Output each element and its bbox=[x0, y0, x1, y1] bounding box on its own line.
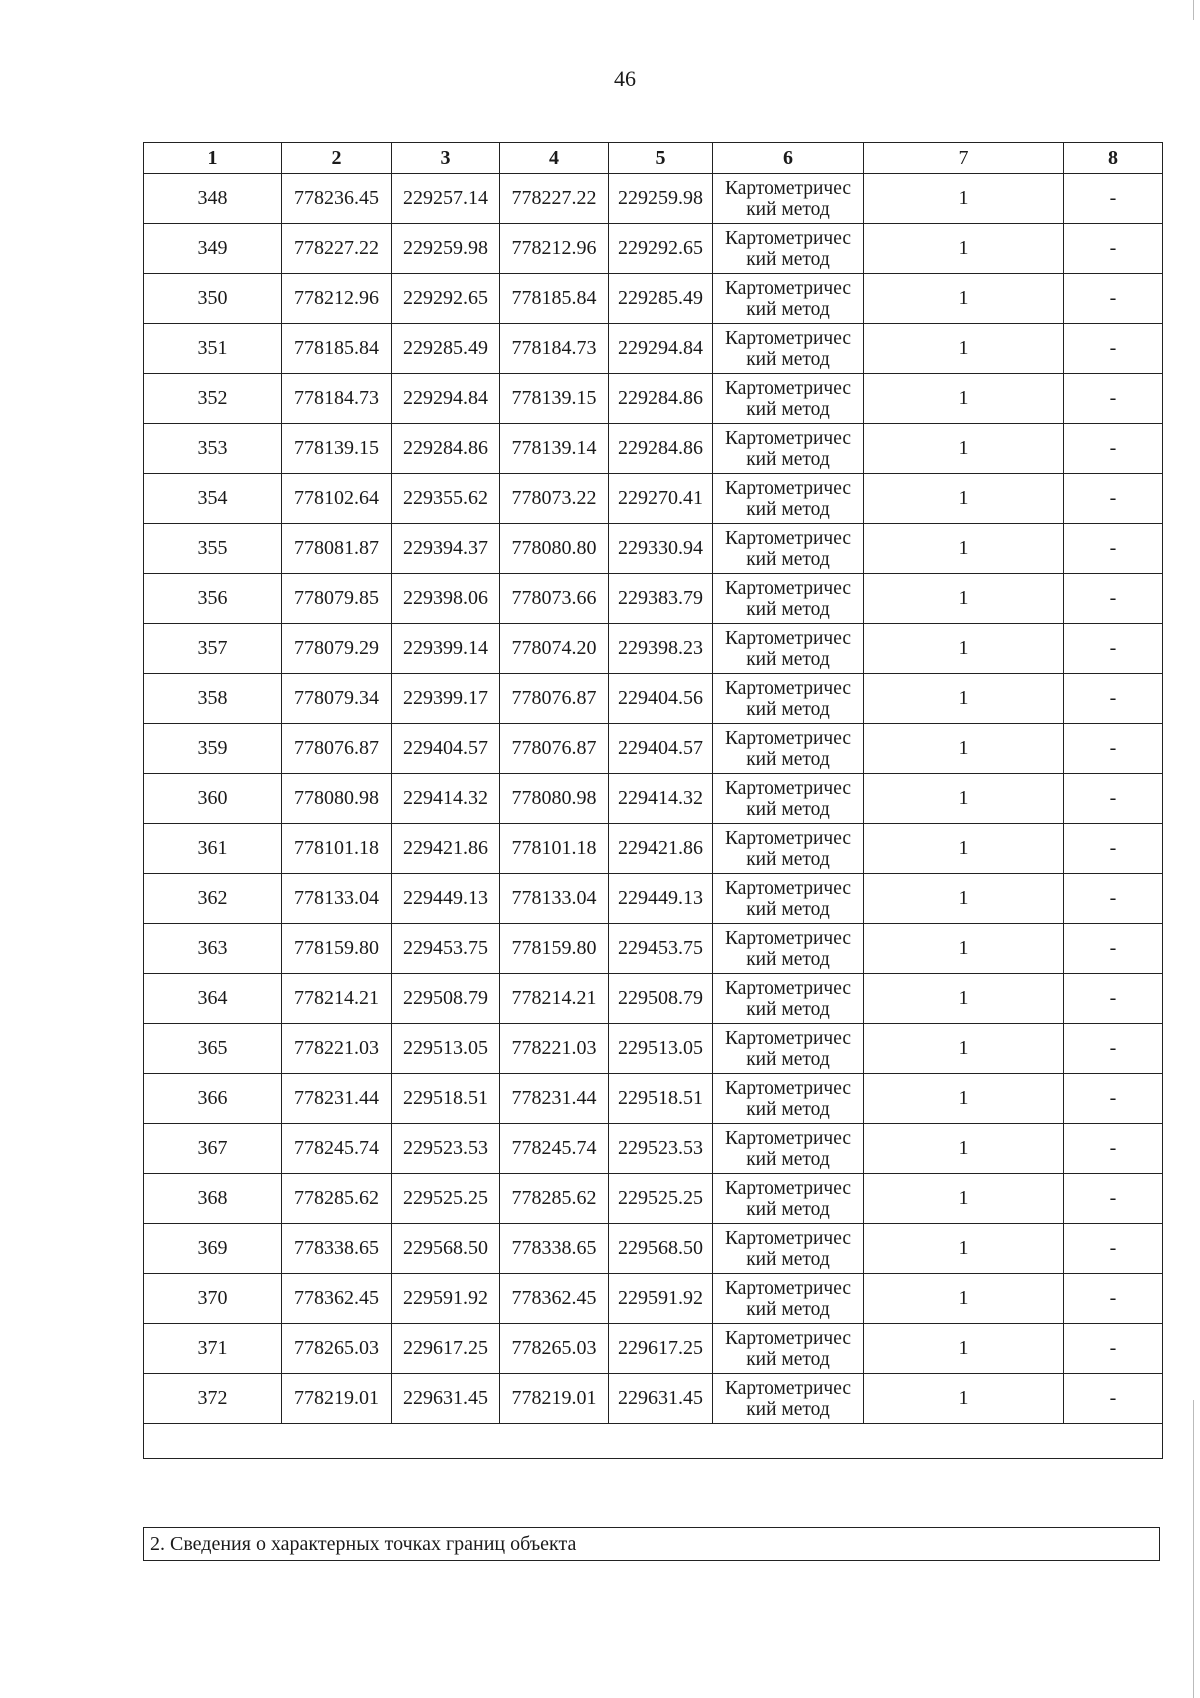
method-text-line: Картометричес bbox=[724, 227, 852, 249]
x-coordinate-cell: 778245.74 bbox=[500, 1124, 609, 1174]
table-row bbox=[144, 424, 1163, 474]
method-text-line: кий метод bbox=[746, 298, 830, 320]
table-row bbox=[144, 974, 1163, 1024]
x-coordinate-cell: 778245.74 bbox=[282, 1124, 392, 1174]
method-text-line: кий метод bbox=[746, 248, 830, 270]
method-cell bbox=[713, 1274, 864, 1324]
method-text-line: Картометричес bbox=[724, 727, 852, 749]
description-cell: - bbox=[1064, 1074, 1163, 1124]
method-text-line: Картометричес bbox=[724, 1227, 852, 1249]
y-coordinate-cell: 229257.14 bbox=[392, 174, 500, 224]
method-text-line: кий метод bbox=[746, 1398, 830, 1420]
y-coordinate-cell: 229259.98 bbox=[609, 174, 713, 224]
y-coordinate-cell: 229523.53 bbox=[609, 1124, 713, 1174]
x-coordinate-cell: 778139.14 bbox=[500, 424, 609, 474]
y-coordinate-cell: 229399.14 bbox=[392, 624, 500, 674]
y-coordinate-cell: 229518.51 bbox=[609, 1074, 713, 1124]
x-coordinate-cell: 778101.18 bbox=[282, 824, 392, 874]
description-cell: - bbox=[1064, 1274, 1163, 1324]
description-cell: - bbox=[1064, 924, 1163, 974]
point-number-cell: 355 bbox=[144, 524, 282, 574]
table-row bbox=[144, 924, 1163, 974]
y-coordinate-cell: 229414.32 bbox=[609, 774, 713, 824]
y-coordinate-cell: 229568.50 bbox=[392, 1224, 500, 1274]
description-cell: - bbox=[1064, 624, 1163, 674]
x-coordinate-cell: 778076.87 bbox=[500, 724, 609, 774]
accuracy-cell: 1 bbox=[864, 974, 1064, 1024]
method-cell bbox=[713, 424, 864, 474]
y-coordinate-cell: 229394.37 bbox=[392, 524, 500, 574]
x-coordinate-cell: 778076.87 bbox=[500, 674, 609, 724]
table-row bbox=[144, 1324, 1163, 1374]
description-cell: - bbox=[1064, 224, 1163, 274]
accuracy-cell: 1 bbox=[864, 674, 1064, 724]
method-text-line: кий метод bbox=[746, 948, 830, 970]
x-coordinate-cell: 778285.62 bbox=[282, 1174, 392, 1224]
y-coordinate-cell: 229617.25 bbox=[392, 1324, 500, 1374]
y-coordinate-cell: 229518.51 bbox=[392, 1074, 500, 1124]
boundary-points-table bbox=[143, 142, 1163, 1459]
y-coordinate-cell: 229292.65 bbox=[609, 224, 713, 274]
accuracy-cell: 1 bbox=[864, 274, 1064, 324]
y-coordinate-cell: 229513.05 bbox=[609, 1024, 713, 1074]
empty-cell bbox=[144, 1424, 1163, 1459]
point-number-cell: 350 bbox=[144, 274, 282, 324]
method-text-line: Картометричес bbox=[724, 377, 852, 399]
method-text-line: кий метод bbox=[746, 1298, 830, 1320]
method-cell bbox=[713, 674, 864, 724]
method-text-line: Картометричес bbox=[724, 1177, 852, 1199]
x-coordinate-cell: 778221.03 bbox=[282, 1024, 392, 1074]
method-text-line: кий метод bbox=[746, 1098, 830, 1120]
method-text-line: Картометричес bbox=[724, 977, 852, 999]
y-coordinate-cell: 229414.32 bbox=[392, 774, 500, 824]
method-cell bbox=[713, 724, 864, 774]
x-coordinate-cell: 778212.96 bbox=[500, 224, 609, 274]
method-cell bbox=[713, 824, 864, 874]
y-coordinate-cell: 229525.25 bbox=[609, 1174, 713, 1224]
y-coordinate-cell: 229513.05 bbox=[392, 1024, 500, 1074]
table-row bbox=[144, 1374, 1163, 1424]
method-text-line: кий метод bbox=[746, 1048, 830, 1070]
point-number-cell: 354 bbox=[144, 474, 282, 524]
x-coordinate-cell: 778076.87 bbox=[282, 724, 392, 774]
description-cell: - bbox=[1064, 674, 1163, 724]
accuracy-cell: 1 bbox=[864, 624, 1064, 674]
x-coordinate-cell: 778265.03 bbox=[500, 1324, 609, 1374]
method-cell bbox=[713, 274, 864, 324]
method-text-line: кий метод bbox=[746, 398, 830, 420]
y-coordinate-cell: 229330.94 bbox=[609, 524, 713, 574]
table-row bbox=[144, 1024, 1163, 1074]
y-coordinate-cell: 229631.45 bbox=[609, 1374, 713, 1424]
method-text-line: кий метод bbox=[746, 748, 830, 770]
page-number: 46 bbox=[614, 66, 636, 91]
x-coordinate-cell: 778265.03 bbox=[282, 1324, 392, 1374]
x-coordinate-cell: 778221.03 bbox=[500, 1024, 609, 1074]
y-coordinate-cell: 229449.13 bbox=[392, 874, 500, 924]
y-coordinate-cell: 229294.84 bbox=[609, 324, 713, 374]
method-text-line: Картометричес bbox=[724, 1327, 852, 1349]
x-coordinate-cell: 778212.96 bbox=[282, 274, 392, 324]
accuracy-cell: 1 bbox=[864, 224, 1064, 274]
table-row bbox=[144, 1224, 1163, 1274]
method-text-line: кий метод bbox=[746, 648, 830, 670]
method-text-line: Картометричес bbox=[724, 1377, 852, 1399]
table-row bbox=[144, 674, 1163, 724]
accuracy-cell: 1 bbox=[864, 1224, 1064, 1274]
x-coordinate-cell: 778184.73 bbox=[282, 374, 392, 424]
y-coordinate-cell: 229591.92 bbox=[609, 1274, 713, 1324]
table-row bbox=[144, 374, 1163, 424]
point-number-cell: 366 bbox=[144, 1074, 282, 1124]
x-coordinate-cell: 778184.73 bbox=[500, 324, 609, 374]
x-coordinate-cell: 778227.22 bbox=[282, 224, 392, 274]
x-coordinate-cell: 778081.87 bbox=[282, 524, 392, 574]
y-coordinate-cell: 229294.84 bbox=[392, 374, 500, 424]
point-number-cell: 349 bbox=[144, 224, 282, 274]
accuracy-cell: 1 bbox=[864, 874, 1064, 924]
y-coordinate-cell: 229453.75 bbox=[609, 924, 713, 974]
accuracy-cell: 1 bbox=[864, 774, 1064, 824]
column-header: 3 bbox=[392, 143, 500, 174]
accuracy-cell: 1 bbox=[864, 324, 1064, 374]
x-coordinate-cell: 778073.22 bbox=[500, 474, 609, 524]
method-text-line: кий метод bbox=[746, 448, 830, 470]
table-row bbox=[144, 274, 1163, 324]
x-coordinate-cell: 778133.04 bbox=[500, 874, 609, 924]
table-row bbox=[144, 1074, 1163, 1124]
method-text-line: кий метод bbox=[746, 1248, 830, 1270]
y-coordinate-cell: 229398.23 bbox=[609, 624, 713, 674]
accuracy-cell: 1 bbox=[864, 424, 1064, 474]
point-number-cell: 351 bbox=[144, 324, 282, 374]
point-number-cell: 357 bbox=[144, 624, 282, 674]
x-coordinate-cell: 778338.65 bbox=[282, 1224, 392, 1274]
method-text-line: Картометричес bbox=[724, 277, 852, 299]
accuracy-cell: 1 bbox=[864, 724, 1064, 774]
x-coordinate-cell: 778080.98 bbox=[500, 774, 609, 824]
method-text-line: Картометричес bbox=[724, 327, 852, 349]
x-coordinate-cell: 778101.18 bbox=[500, 824, 609, 874]
y-coordinate-cell: 229404.57 bbox=[609, 724, 713, 774]
y-coordinate-cell: 229525.25 bbox=[392, 1174, 500, 1224]
column-header: 2 bbox=[282, 143, 392, 174]
table-row bbox=[144, 874, 1163, 924]
y-coordinate-cell: 229285.49 bbox=[392, 324, 500, 374]
accuracy-cell: 1 bbox=[864, 924, 1064, 974]
method-text-line: Картометричес bbox=[724, 1027, 852, 1049]
method-text-line: Картометричес bbox=[724, 827, 852, 849]
table-row bbox=[144, 724, 1163, 774]
column-header: 7 bbox=[864, 143, 1064, 174]
method-text-line: Картометричес bbox=[724, 877, 852, 899]
y-coordinate-cell: 229399.17 bbox=[392, 674, 500, 724]
x-coordinate-cell: 778133.04 bbox=[282, 874, 392, 924]
method-cell bbox=[713, 774, 864, 824]
x-coordinate-cell: 778079.29 bbox=[282, 624, 392, 674]
description-cell: - bbox=[1064, 274, 1163, 324]
column-header: 8 bbox=[1064, 143, 1163, 174]
accuracy-cell: 1 bbox=[864, 1174, 1064, 1224]
x-coordinate-cell: 778185.84 bbox=[500, 274, 609, 324]
y-coordinate-cell: 229404.57 bbox=[392, 724, 500, 774]
description-cell: - bbox=[1064, 474, 1163, 524]
point-number-cell: 356 bbox=[144, 574, 282, 624]
table-row bbox=[144, 574, 1163, 624]
point-number-cell: 359 bbox=[144, 724, 282, 774]
method-cell bbox=[713, 474, 864, 524]
method-cell bbox=[713, 974, 864, 1024]
column-header: 4 bbox=[500, 143, 609, 174]
method-cell bbox=[713, 1324, 864, 1374]
y-coordinate-cell: 229421.86 bbox=[392, 824, 500, 874]
accuracy-cell: 1 bbox=[864, 524, 1064, 574]
method-cell bbox=[713, 1024, 864, 1074]
x-coordinate-cell: 778231.44 bbox=[282, 1074, 392, 1124]
y-coordinate-cell: 229355.62 bbox=[392, 474, 500, 524]
point-number-cell: 352 bbox=[144, 374, 282, 424]
y-coordinate-cell: 229617.25 bbox=[609, 1324, 713, 1374]
point-number-cell: 362 bbox=[144, 874, 282, 924]
accuracy-cell: 1 bbox=[864, 1374, 1064, 1424]
point-number-cell: 363 bbox=[144, 924, 282, 974]
method-text-line: кий метод bbox=[746, 1198, 830, 1220]
method-cell bbox=[713, 224, 864, 274]
y-coordinate-cell: 229508.79 bbox=[609, 974, 713, 1024]
x-coordinate-cell: 778219.01 bbox=[282, 1374, 392, 1424]
x-coordinate-cell: 778073.66 bbox=[500, 574, 609, 624]
method-text-line: кий метод bbox=[746, 798, 830, 820]
y-coordinate-cell: 229631.45 bbox=[392, 1374, 500, 1424]
point-number-cell: 371 bbox=[144, 1324, 282, 1374]
table-row bbox=[144, 1174, 1163, 1224]
method-cell bbox=[713, 874, 864, 924]
table-row bbox=[144, 1274, 1163, 1324]
y-coordinate-cell: 229284.86 bbox=[392, 424, 500, 474]
x-coordinate-cell: 778362.45 bbox=[500, 1274, 609, 1324]
method-text-line: кий метод bbox=[746, 548, 830, 570]
accuracy-cell: 1 bbox=[864, 374, 1064, 424]
method-text-line: Картометричес bbox=[724, 577, 852, 599]
column-header: 1 bbox=[144, 143, 282, 174]
accuracy-cell: 1 bbox=[864, 1274, 1064, 1324]
x-coordinate-cell: 778079.34 bbox=[282, 674, 392, 724]
y-coordinate-cell: 229259.98 bbox=[392, 224, 500, 274]
method-text-line: кий метод bbox=[746, 1148, 830, 1170]
point-number-cell: 368 bbox=[144, 1174, 282, 1224]
point-number-cell: 353 bbox=[144, 424, 282, 474]
method-cell bbox=[713, 1224, 864, 1274]
description-cell: - bbox=[1064, 824, 1163, 874]
description-cell: - bbox=[1064, 1124, 1163, 1174]
accuracy-cell: 1 bbox=[864, 474, 1064, 524]
table-row bbox=[144, 474, 1163, 524]
x-coordinate-cell: 778159.80 bbox=[500, 924, 609, 974]
method-cell bbox=[713, 524, 864, 574]
method-text-line: кий метод bbox=[746, 898, 830, 920]
method-text-line: Картометричес bbox=[724, 1077, 852, 1099]
method-text-line: Картометричес bbox=[724, 1127, 852, 1149]
description-cell: - bbox=[1064, 174, 1163, 224]
x-coordinate-cell: 778227.22 bbox=[500, 174, 609, 224]
x-coordinate-cell: 778139.15 bbox=[282, 424, 392, 474]
method-cell bbox=[713, 624, 864, 674]
x-coordinate-cell: 778102.64 bbox=[282, 474, 392, 524]
method-cell bbox=[713, 924, 864, 974]
x-coordinate-cell: 778236.45 bbox=[282, 174, 392, 224]
x-coordinate-cell: 778362.45 bbox=[282, 1274, 392, 1324]
section-heading: 2. Сведения о характерных точках границ объекта bbox=[143, 1527, 1160, 1561]
x-coordinate-cell: 778185.84 bbox=[282, 324, 392, 374]
page-edge-mark bbox=[1193, 1400, 1194, 1698]
method-text-line: Картометричес bbox=[724, 477, 852, 499]
y-coordinate-cell: 229270.41 bbox=[609, 474, 713, 524]
description-cell: - bbox=[1064, 724, 1163, 774]
y-coordinate-cell: 229508.79 bbox=[392, 974, 500, 1024]
method-text-line: Картометричес bbox=[724, 677, 852, 699]
y-coordinate-cell: 229453.75 bbox=[392, 924, 500, 974]
method-text-line: Картометричес bbox=[724, 427, 852, 449]
x-coordinate-cell: 778338.65 bbox=[500, 1224, 609, 1274]
y-coordinate-cell: 229421.86 bbox=[609, 824, 713, 874]
method-text-line: Картометричес bbox=[724, 1277, 852, 1299]
x-coordinate-cell: 778079.85 bbox=[282, 574, 392, 624]
method-text-line: Картометричес bbox=[724, 627, 852, 649]
description-cell: - bbox=[1064, 324, 1163, 374]
method-cell bbox=[713, 1374, 864, 1424]
table-row bbox=[144, 324, 1163, 374]
x-coordinate-cell: 778080.98 bbox=[282, 774, 392, 824]
y-coordinate-cell: 229449.13 bbox=[609, 874, 713, 924]
method-text-line: кий метод bbox=[746, 498, 830, 520]
accuracy-cell: 1 bbox=[864, 824, 1064, 874]
accuracy-cell: 1 bbox=[864, 574, 1064, 624]
table-row bbox=[144, 624, 1163, 674]
column-header: 6 bbox=[713, 143, 864, 174]
method-text-line: кий метод bbox=[746, 198, 830, 220]
table-row bbox=[144, 774, 1163, 824]
method-cell bbox=[713, 324, 864, 374]
table-header-row bbox=[144, 143, 1163, 174]
description-cell: - bbox=[1064, 374, 1163, 424]
accuracy-cell: 1 bbox=[864, 1124, 1064, 1174]
table-body bbox=[144, 174, 1163, 1459]
y-coordinate-cell: 229404.56 bbox=[609, 674, 713, 724]
x-coordinate-cell: 778219.01 bbox=[500, 1374, 609, 1424]
description-cell: - bbox=[1064, 574, 1163, 624]
description-cell: - bbox=[1064, 1324, 1163, 1374]
y-coordinate-cell: 229523.53 bbox=[392, 1124, 500, 1174]
x-coordinate-cell: 778214.21 bbox=[500, 974, 609, 1024]
point-number-cell: 372 bbox=[144, 1374, 282, 1424]
point-number-cell: 360 bbox=[144, 774, 282, 824]
point-number-cell: 365 bbox=[144, 1024, 282, 1074]
accuracy-cell: 1 bbox=[864, 1324, 1064, 1374]
point-number-cell: 358 bbox=[144, 674, 282, 724]
column-header: 5 bbox=[609, 143, 713, 174]
point-number-cell: 370 bbox=[144, 1274, 282, 1324]
accuracy-cell: 1 bbox=[864, 174, 1064, 224]
x-coordinate-cell: 778080.80 bbox=[500, 524, 609, 574]
point-number-cell: 361 bbox=[144, 824, 282, 874]
table-row bbox=[144, 524, 1163, 574]
method-text-line: кий метод bbox=[746, 348, 830, 370]
method-text-line: Картометричес bbox=[724, 527, 852, 549]
table-row bbox=[144, 1124, 1163, 1174]
description-cell: - bbox=[1064, 1374, 1163, 1424]
method-text-line: Картометричес bbox=[724, 927, 852, 949]
method-cell bbox=[713, 1174, 864, 1224]
y-coordinate-cell: 229284.86 bbox=[609, 424, 713, 474]
description-cell: - bbox=[1064, 1224, 1163, 1274]
method-text-line: кий метод bbox=[746, 848, 830, 870]
table-row bbox=[144, 224, 1163, 274]
method-cell bbox=[713, 174, 864, 224]
page-edge-mark bbox=[1193, 0, 1194, 20]
x-coordinate-cell: 778074.20 bbox=[500, 624, 609, 674]
method-text-line: Картометричес bbox=[724, 177, 852, 199]
point-number-cell: 367 bbox=[144, 1124, 282, 1174]
method-text-line: кий метод bbox=[746, 698, 830, 720]
description-cell: - bbox=[1064, 1024, 1163, 1074]
method-cell bbox=[713, 1074, 864, 1124]
description-cell: - bbox=[1064, 1174, 1163, 1224]
point-number-cell: 369 bbox=[144, 1224, 282, 1274]
y-coordinate-cell: 229284.86 bbox=[609, 374, 713, 424]
method-text-line: кий метод bbox=[746, 598, 830, 620]
method-cell bbox=[713, 1124, 864, 1174]
method-text-line: кий метод bbox=[746, 998, 830, 1020]
x-coordinate-cell: 778285.62 bbox=[500, 1174, 609, 1224]
x-coordinate-cell: 778159.80 bbox=[282, 924, 392, 974]
y-coordinate-cell: 229591.92 bbox=[392, 1274, 500, 1324]
description-cell: - bbox=[1064, 974, 1163, 1024]
y-coordinate-cell: 229398.06 bbox=[392, 574, 500, 624]
table-row bbox=[144, 824, 1163, 874]
y-coordinate-cell: 229285.49 bbox=[609, 274, 713, 324]
y-coordinate-cell: 229383.79 bbox=[609, 574, 713, 624]
method-text-line: Картометричес bbox=[724, 777, 852, 799]
description-cell: - bbox=[1064, 424, 1163, 474]
accuracy-cell: 1 bbox=[864, 1074, 1064, 1124]
x-coordinate-cell: 778139.15 bbox=[500, 374, 609, 424]
description-cell: - bbox=[1064, 774, 1163, 824]
y-coordinate-cell: 229292.65 bbox=[392, 274, 500, 324]
description-cell: - bbox=[1064, 524, 1163, 574]
x-coordinate-cell: 778214.21 bbox=[282, 974, 392, 1024]
method-cell bbox=[713, 374, 864, 424]
point-number-cell: 364 bbox=[144, 974, 282, 1024]
accuracy-cell: 1 bbox=[864, 1024, 1064, 1074]
description-cell: - bbox=[1064, 874, 1163, 924]
method-text-line: кий метод bbox=[746, 1348, 830, 1370]
point-number-cell: 348 bbox=[144, 174, 282, 224]
table-row bbox=[144, 174, 1163, 224]
y-coordinate-cell: 229568.50 bbox=[609, 1224, 713, 1274]
empty-row bbox=[144, 1424, 1163, 1459]
method-cell bbox=[713, 574, 864, 624]
x-coordinate-cell: 778231.44 bbox=[500, 1074, 609, 1124]
